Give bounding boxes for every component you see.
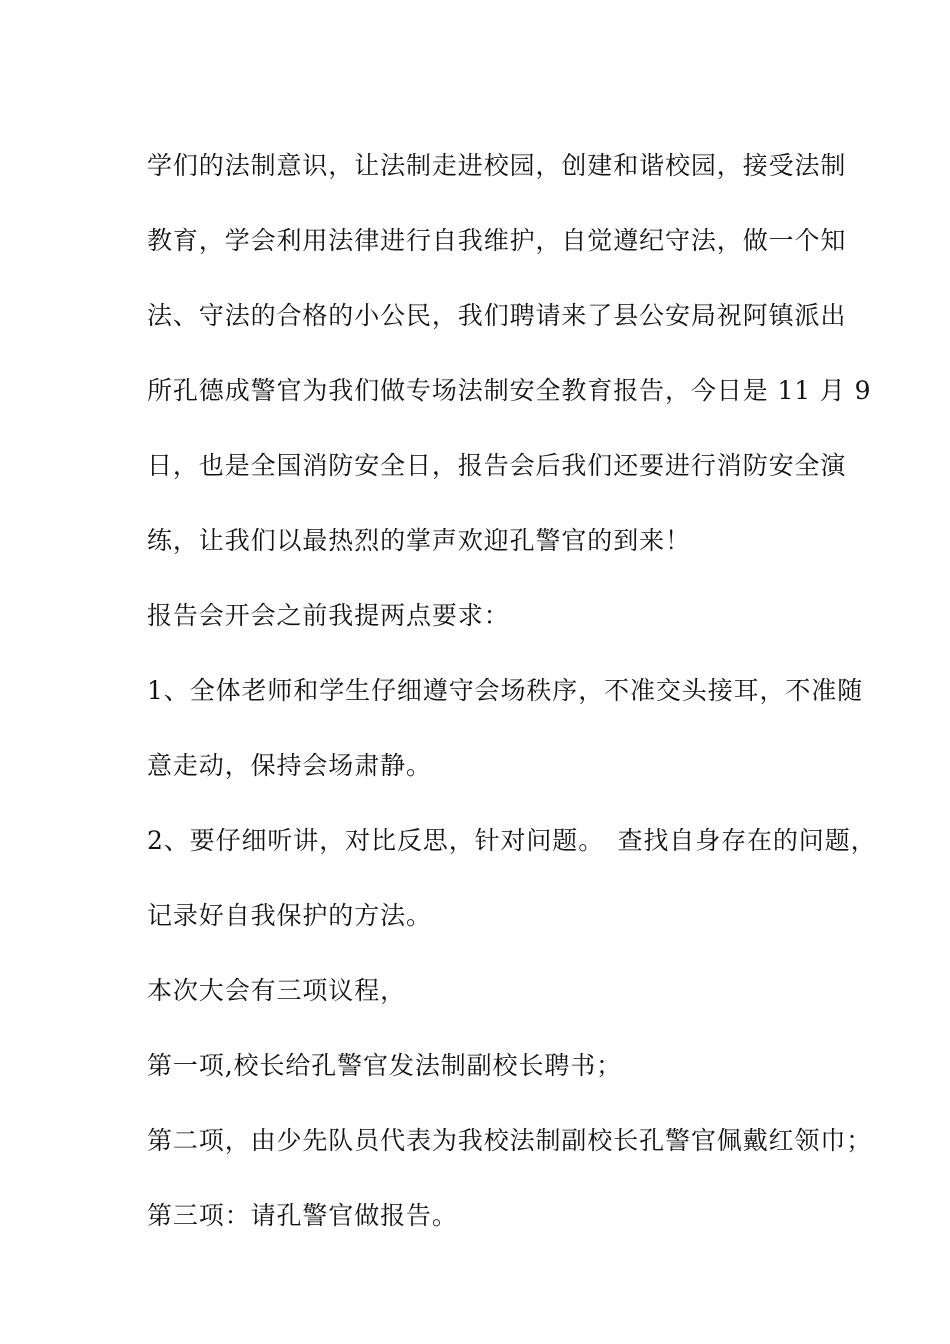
paragraph-line-12: 本次大会有三项议程， — [147, 976, 407, 1005]
paragraph-line-5: 日，也是全国消防安全日，报告会后我们还要进行消防安全演 — [147, 451, 847, 480]
paragraph-line-2: 教育，学会利用法律进行自我维护，自觉遵纪守法，做一个知 — [147, 226, 847, 255]
paragraph-line-8: 1、全体老师和学生仔细遵守会场秩序，不准交头接耳，不准随 — [147, 676, 864, 705]
paragraph-line-11: 记录好自我保护的方法。 — [147, 901, 432, 930]
paragraph-line-15: 第三项：请孔警官做报告。 — [147, 1201, 458, 1230]
paragraph-line-14: 第二项，由少先队员代表为我校法制副校长孔警官佩戴红领巾； — [147, 1126, 873, 1155]
paragraph-line-7: 报告会开会之前我提两点要求： — [147, 601, 510, 630]
document-body — [147, 128, 877, 1253]
paragraph-line-4: 所孔德成警官为我们做专场法制安全教育报告，今日是 11 月 9 — [147, 376, 872, 405]
paragraph-line-6: 练，让我们以最热烈的掌声欢迎孔警官的到来！ — [147, 526, 691, 555]
paragraph-line-3: 法、守法的合格的小公民，我们聘请来了县公安局祝阿镇派出 — [147, 301, 847, 330]
paragraph-line-9: 意走动，保持会场肃静。 — [147, 751, 432, 780]
paragraph-line-13: 第一项,校长给孔警官发法制副校长聘书； — [147, 1051, 623, 1080]
paragraph-line-10: 2、要仔细听讲，对比反思，针对问题。 查找自身存在的问题， — [147, 826, 877, 855]
paragraph-line-1: 学们的法制意识，让法制走进校园，创建和谐校园，接受法制 — [147, 151, 847, 180]
